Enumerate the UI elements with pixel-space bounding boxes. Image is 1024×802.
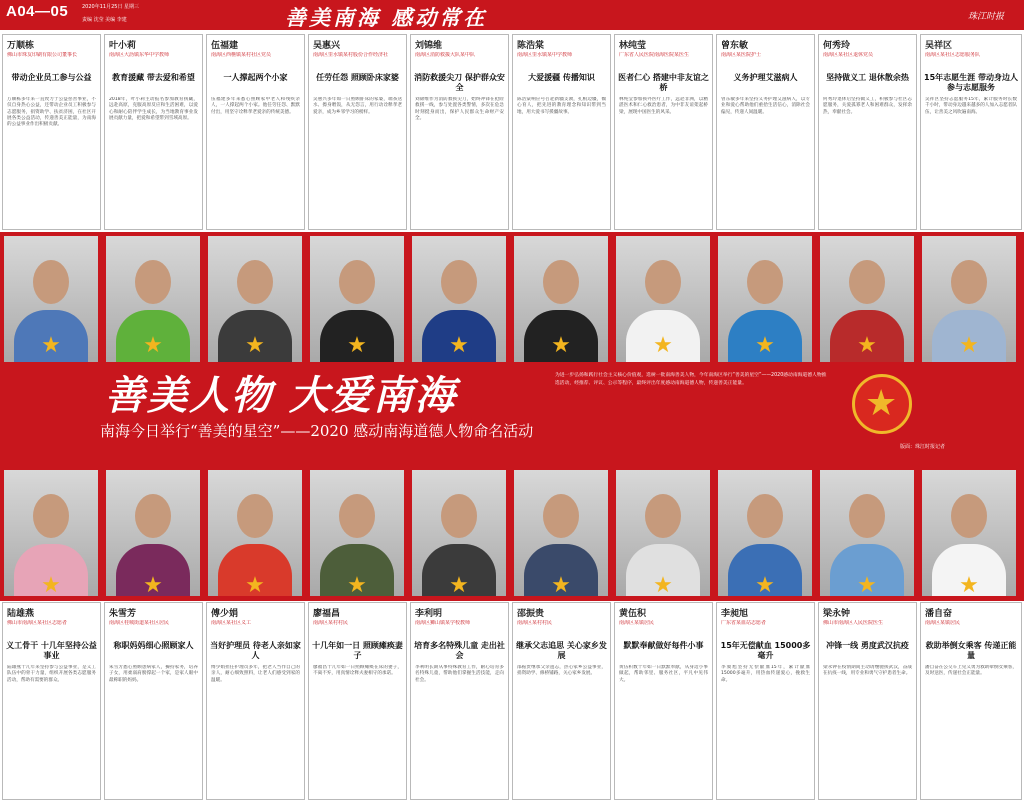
portrait-photo <box>616 470 710 596</box>
person-name: 梁永钟 <box>823 609 851 619</box>
profile-column <box>104 602 203 800</box>
person-name: 吴祥区 <box>925 41 953 51</box>
profile-column <box>614 602 713 800</box>
person-role: 南海区某镇居民 <box>619 620 655 626</box>
person-name: 傅少娟 <box>211 609 239 619</box>
profile-column <box>716 602 815 800</box>
portrait-photo <box>310 470 404 596</box>
profile-column <box>206 34 305 230</box>
portrait-photo <box>310 236 404 362</box>
portrait-photo <box>718 470 812 596</box>
person-name: 廖福昌 <box>313 609 341 619</box>
story-body: 曾东敏多年来坚持义务护理艾滋病人，以专业和爱心帮助他们重拾生活信心，消除社会偏见，传递人间温暖。 <box>721 97 810 115</box>
profile-column <box>512 602 611 800</box>
story-headline: 培育多名特殊儿童 走出社会 <box>414 641 505 660</box>
person-role: 佛山市南海区人民医院医生 <box>823 620 884 626</box>
person-role: 南海区某社区退休党员 <box>823 52 874 58</box>
story-body: 陆雄燕十几年来坚持参与公益事业，是义工队伍中的骨干力量，组织开展各类志愿服务活动，帮助有需要的群众。 <box>7 665 96 683</box>
portrait-photo <box>208 236 302 362</box>
story-body: 陈浩棠响应号召赴新疆支教，扎根边疆，倾心育人，把先进的教育理念和知识带到当地，用大爱书写援疆故事。 <box>517 97 606 115</box>
profile-column <box>104 34 203 230</box>
award-star-icon: ★ <box>347 573 367 596</box>
person-name: 邵振贵 <box>517 609 545 619</box>
story-headline: 十几年如一日 照顾瘫痪妻子 <box>312 641 403 660</box>
profile-column <box>2 34 101 230</box>
person-role: 南海区某村村民 <box>517 620 553 626</box>
story-headline: 消防救援尖刀 保护群众安全 <box>414 73 505 92</box>
profile-column <box>206 602 305 800</box>
award-star-icon: ★ <box>755 573 775 596</box>
award-star-icon: ★ <box>959 333 979 358</box>
award-star-icon: ★ <box>653 333 673 358</box>
profile-column <box>308 602 407 800</box>
person-role: 南海区消防救援大队某中队 <box>415 52 476 58</box>
story-body: 廖福昌十几年如一日照顾瘫痪在床的妻子，不离不弃，用真情诠释夫妻相守的承诺。 <box>313 665 402 677</box>
story-headline: 任劳任怨 照顾卧床家婆 <box>316 73 399 82</box>
story-body: 伍福建多年来悉心照顾家中老人和残疾亲人，一人撑起两个小家。他任劳任怨、默默付出，用坚守诠释孝老爱亲的传统美德。 <box>211 97 300 115</box>
story-body: 2018年，叶小莉主动报名参加教育援藏，远赴高原，克服高原反应和生活困难，以爱心和耐心陪伴学生成长，为当地教育事业发展贡献力量，把爱和希望带到雪域高原。 <box>109 97 198 121</box>
trophy-star-icon: ★ <box>865 383 898 424</box>
profile-column <box>410 34 509 230</box>
person-role: 南海区里水镇某村股份合作经济社 <box>313 52 389 58</box>
profile-column <box>818 34 917 230</box>
award-star-icon: ★ <box>245 333 265 358</box>
portrait-photo <box>820 470 914 596</box>
person-role: 南海区某社区志愿服务队 <box>925 52 981 58</box>
newspaper-name: 珠江时报 <box>968 12 1005 22</box>
story-headline: 冲锋一线 勇度武汉抗疫 <box>826 641 909 650</box>
feature-subtitle: 南海今日举行“善美的星空”——2020 感动南海道德人物命名活动 <box>100 422 534 440</box>
portrait-photo <box>820 236 914 362</box>
portrait-photo <box>106 236 200 362</box>
person-name: 伍福建 <box>211 41 239 51</box>
person-name: 朱雪芳 <box>109 609 137 619</box>
story-headline: 称职妈妈细心照顾家人 <box>113 641 194 650</box>
portrait-photo <box>412 470 506 596</box>
award-star-icon: ★ <box>551 573 571 596</box>
person-name: 吴惠兴 <box>313 41 341 51</box>
person-role: 南海区某镇居民 <box>925 620 961 626</box>
person-name: 曾东敏 <box>721 41 749 51</box>
person-role: 南海区某村村民 <box>313 620 349 626</box>
story-headline: 当好护理员 待老人亲如家人 <box>210 641 301 660</box>
profile-column <box>410 602 509 800</box>
story-headline: 15年志愿生涯 带动身边人参与志愿服务 <box>924 73 1018 92</box>
profile-column <box>920 34 1022 230</box>
story-body: 黄伍积数十年如一日默默奉献，从身边小事做起，帮助邻里、服务社区，平凡中见伟大。 <box>619 665 708 683</box>
issue-date: 2020年11月25日 星期三 <box>82 4 140 10</box>
portrait-photo <box>514 470 608 596</box>
story-headline: 带动企业员工参与公益 <box>11 73 92 82</box>
story-headline: 义务护理艾滋病人 <box>733 73 798 82</box>
story-body: 梁永钟在疫情期间主动请缨驰援武汉，奋战在抗疫一线，用专业和勇气守护患者生命。 <box>823 665 912 677</box>
story-body: 傅少娟担任护理员多年，把老人当作自己的亲人，耐心细致照料，让老人们感受到家的温暖。 <box>211 665 300 683</box>
award-star-icon: ★ <box>245 573 265 596</box>
story-body: 李利明长期从事特殊教育工作，耐心培育多名特殊儿童，帮助他们掌握生活技能，走向社会。 <box>415 665 504 683</box>
person-name: 李利明 <box>415 609 443 619</box>
page-code: A04—05 <box>6 3 69 20</box>
award-star-icon: ★ <box>959 573 979 596</box>
person-name: 陆雄燕 <box>7 609 35 619</box>
person-name: 潘自奋 <box>925 609 953 619</box>
award-star-icon: ★ <box>857 333 877 358</box>
story-body: 吴惠兴多年如一日照顾卧床的家婆，端茶送水、擦身喂饭，从无怨言，用行动诠释孝老爱亲，成为乡邻学习的榜样。 <box>313 97 402 115</box>
award-star-icon: ★ <box>41 573 61 596</box>
story-headline: 坚持做义工 退休散余热 <box>826 73 909 82</box>
feature-title: 善美人物 大爱南海 <box>105 372 457 419</box>
profile-column <box>818 602 917 800</box>
award-star-icon: ★ <box>347 333 367 358</box>
person-name: 陈浩棠 <box>517 41 545 51</box>
person-name: 黄伍积 <box>619 609 647 619</box>
person-role: 南海区桂城街道某社区居民 <box>109 620 170 626</box>
award-star-icon: ★ <box>755 333 775 358</box>
profile-column <box>920 602 1022 800</box>
person-name: 李昶旭 <box>721 609 749 619</box>
editors: 责编 沈莹 美编 李建 <box>82 17 127 23</box>
person-name: 叶小莉 <box>109 41 137 51</box>
story-body: 朱雪芳悉心照顾患病家人，操持家务，培养子女，用柔弱肩膀撑起一个家，是家人眼中最称职的妈妈。 <box>109 665 198 683</box>
story-body: 何秀玲退休后坚持做义工，积极参与社区志愿服务，关爱孤寡老人和困难群众，发挥余热，奉献社会。 <box>823 97 912 115</box>
story-headline: 救助举倒女乘客 传递正能量 <box>925 641 1017 660</box>
person-role: 南海区某医院护士 <box>721 52 762 58</box>
person-role: 南海区里水镇某中学教师 <box>517 52 573 58</box>
story-headline: 义工骨干 十几年坚持公益事业 <box>6 641 97 660</box>
award-star-icon: ★ <box>857 573 877 596</box>
award-star-icon: ★ <box>41 333 61 358</box>
story-body: 吴祥区坚持志愿服务15年，累计服务时长数千小时，带动身边越来越多的人加入志愿者队伍，让善美之风吹遍南海。 <box>925 97 1017 115</box>
profile-column <box>614 34 713 230</box>
story-body: 万顺栋多年来一直致力于公益慈善事业，不仅自身热心公益，还带动企业员工积极参与志愿服务，捐资助学、扶贫济困，在社区开展各类公益活动，传递善美正能量，为南海的公益事业作出积极贡献。 <box>7 97 96 128</box>
slogan: 善美南海 感动常在 <box>285 5 488 30</box>
person-role: 广东省人民医院南海医院某医生 <box>619 52 690 58</box>
masthead <box>0 0 1024 30</box>
portrait-photo <box>718 236 812 362</box>
award-star-icon: ★ <box>143 573 163 596</box>
story-body: 林纯莹参加援外医疗工作，远赴非洲，以精湛医术和仁心救治患者，为中非友谊架起桥梁，展现中国医生的风采。 <box>619 97 708 115</box>
award-star-icon: ★ <box>143 333 163 358</box>
profile-column <box>716 34 815 230</box>
story-body: 邵振贵继承父亲遗志，热心家乡公益事业，捐资助学、修桥铺路，关心家乡发展。 <box>517 665 606 677</box>
story-headline: 默默奉献做好每件小事 <box>623 641 704 650</box>
person-name: 林纯莹 <box>619 41 647 51</box>
portrait-photo <box>922 470 1016 596</box>
portrait-photo <box>616 236 710 362</box>
person-role: 南海区大沥镇东华中学教师 <box>109 52 170 58</box>
award-star-icon: ★ <box>551 333 571 358</box>
portrait-photo <box>4 236 98 362</box>
profile-column <box>512 34 611 230</box>
person-role: 南海区某社区义工 <box>211 620 252 626</box>
person-role: 南海区西樵镇某村社区党员 <box>211 52 272 58</box>
person-role: 佛山市珠友印刷有限公司董事长 <box>7 52 78 58</box>
portrait-photo <box>412 236 506 362</box>
portrait-photo <box>4 470 98 596</box>
person-name: 万顺栋 <box>7 41 35 51</box>
portrait-photo <box>514 236 608 362</box>
person-name: 刘锦维 <box>415 41 443 51</box>
award-star-icon: ★ <box>653 573 673 596</box>
person-role: 南海区狮山镇某学校教师 <box>415 620 471 626</box>
feature-intro: 为进一步弘扬和践行社会主义核心价值观，选树一批南海善美人物，今年南海区举行“善美的星空”——2020感动南海道德人物推选活动，经推荐、评议、公示等程序，最终评出年度感动南海道德人物，传递善美正能量。 <box>555 373 827 386</box>
portrait-photo <box>208 470 302 596</box>
story-body: 潘自奋在公交车上见义勇为救助晕倒女乘客，及时送医，传递社会正能量。 <box>925 665 1017 677</box>
story-headline: 15年无偿献血 15000多毫升 <box>720 641 811 660</box>
person-role: 广东省某血站志愿者 <box>721 620 767 626</box>
story-headline: 一人撑起两个小家 <box>223 73 288 82</box>
person-role: 佛山市南海区某社区志愿者 <box>7 620 68 626</box>
story-headline: 医者仁心 搭建中非友谊之桥 <box>618 73 709 92</box>
profile-column <box>308 34 407 230</box>
portrait-photo <box>922 236 1016 362</box>
award-star-icon: ★ <box>449 573 469 596</box>
story-body: 李昶旭坚持无偿献血15年，累计献血15000多毫升，用热血传递爱心，挽救生命。 <box>721 665 810 683</box>
story-headline: 教育援藏 带去爱和希望 <box>112 73 195 82</box>
award-star-icon: ★ <box>449 333 469 358</box>
portrait-photo <box>106 470 200 596</box>
story-headline: 大爱援疆 传播知识 <box>528 73 595 82</box>
award-badge <box>852 374 912 434</box>
story-body: 刘锦维作为消防救援尖刀，始终冲锋在抢险救援一线，参与处置各类警情，多次在危急时刻挺身而出，保护人民群众生命财产安全。 <box>415 97 504 121</box>
story-headline: 继承父志追思 关心家乡发展 <box>516 641 607 660</box>
profile-column <box>2 602 101 800</box>
person-name: 何秀玲 <box>823 41 851 51</box>
credit-line: 版面：珠江时报记者 <box>900 444 946 450</box>
